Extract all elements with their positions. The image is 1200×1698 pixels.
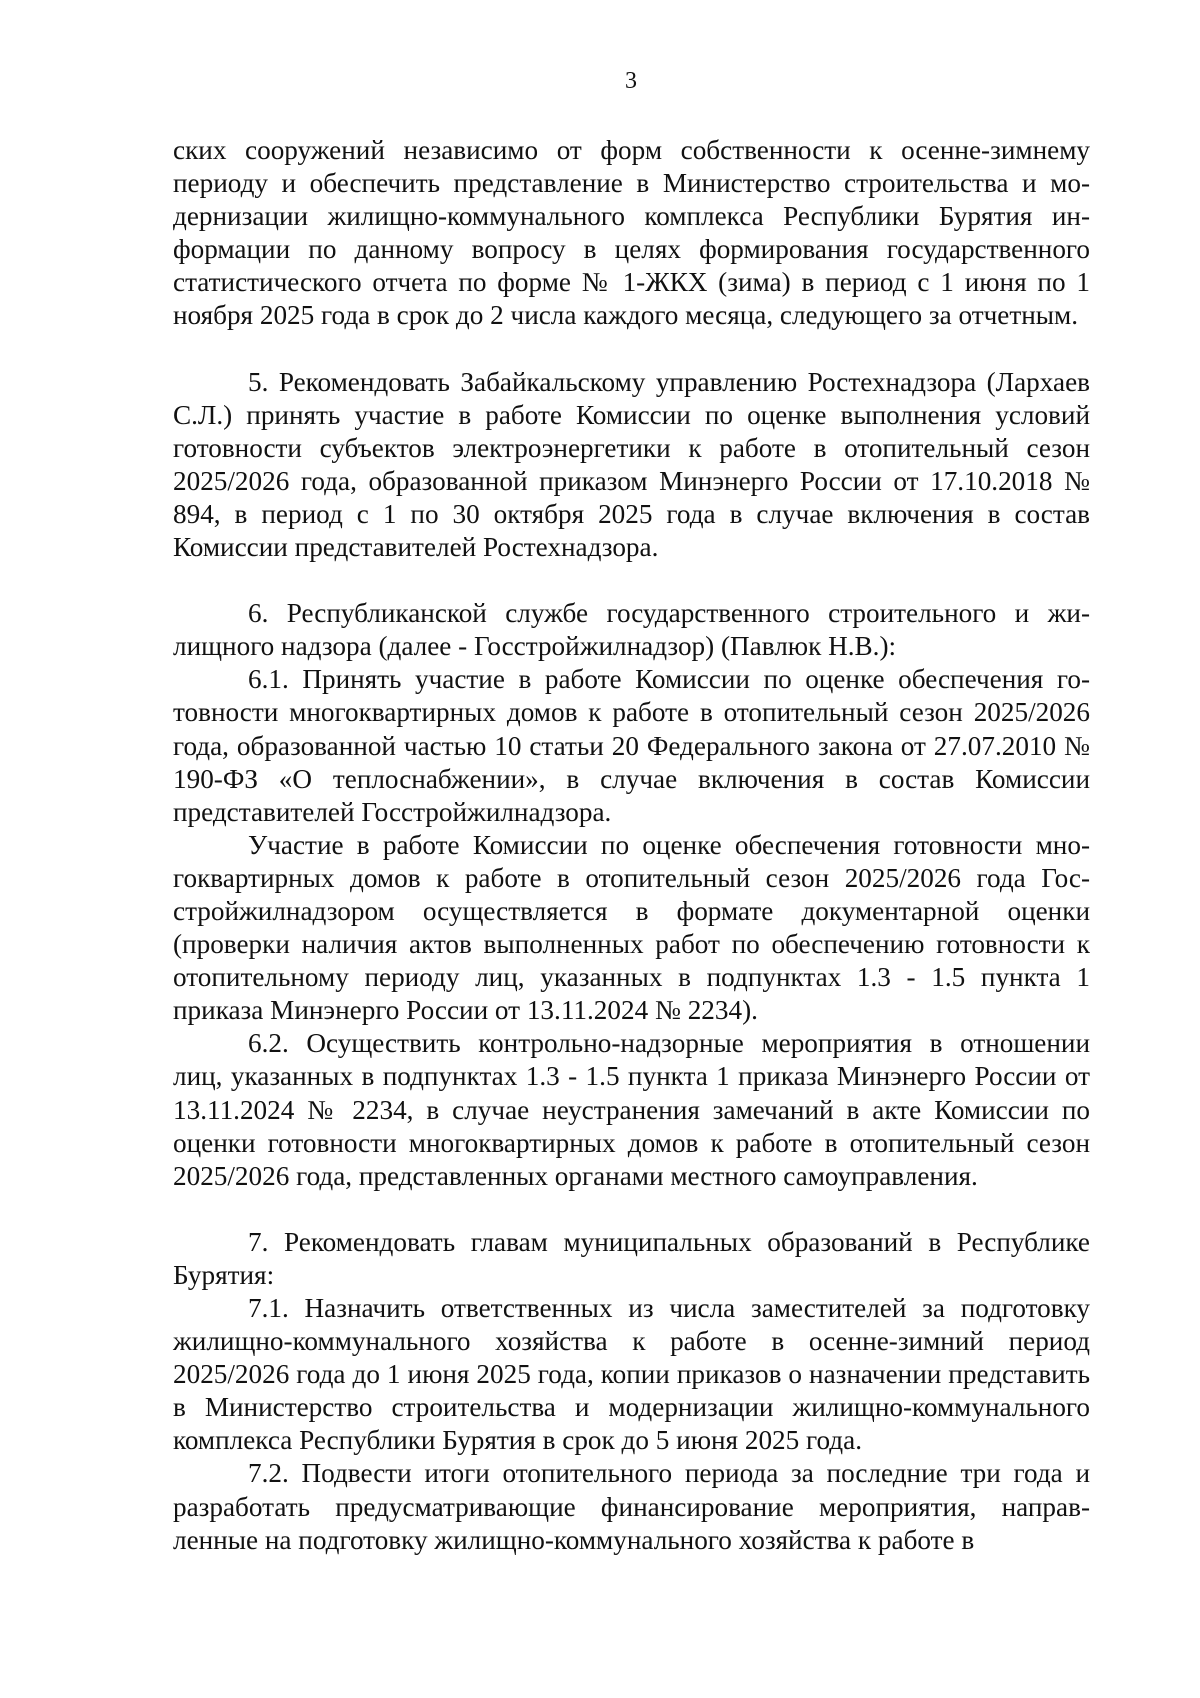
paragraph-item-5: 5. Рекомендовать Забайкальскому управлению Ростехнадзора (Лархаев С.Л.) принять участие в работе Комиссии по оценке выполнения условий готовности субъектов электроэнергетики к работе в отопительный сезон 2025/2026 года, образованной приказом Минэнерго России от 17.10.2018 № 894, в период с 1 по 30 октября 2025 года в случае включения в состав Комиссии представителей Ростехнадзора. — [173, 366, 1090, 563]
paragraph-item-6-2: 6.2. Осуществить контрольно-надзорные мероприятия в отношении лиц, указанных в подпунктах 1.3 - 1.5 пункта 1 приказа Минэнерго России от 13.11.2024 № 2234, в случае неустранения замечаний в акте Комиссии по оценки готовности многоквартирных домов к работе в отопительный сезон 2025/2026 года, представленных органами местного самоуправления. — [173, 1028, 1090, 1191]
document-body — [173, 134, 1090, 1557]
paragraph-item-7: 7. Рекомендовать главам муниципальных образований в Республике Бурятия: — [173, 1226, 1090, 1290]
paragraph-continuation: ских сооружений независимо от форм собственности к осенне-зимнему периоду и обеспечить представление в Министерство строительства и модернизации жилищно-коммунального комплекса Республики Бурятия информации по данному вопросу в целях формирования государственного статистического отчета по форме № 1-ЖКХ (зима) в период с 1 июня по 1 ноября 2025 года в срок до 2 числа каждого месяца, следующего за отчетным. — [173, 135, 1090, 331]
paragraph-item-7-2: 7.2. Подвести итоги отопительного периода за последние три года и разработать предусматривающие финансирование мероприятия, направленные на подготовку жилищно-коммунального хозяйства к работе в — [173, 1458, 1090, 1555]
page-number: 3 — [625, 68, 637, 94]
paragraph-item-7-1: 7.1. Назначить ответственных из числа заместителей за подготовку жилищно-коммунального хозяйства к работе в осенне-зимний период 2025/2026 года до 1 июня 2025 года, копии приказов о назначении представить в Министерство строительства и модернизации жилищно-коммунального комплекса Республики Бурятия в срок до 5 июня 2025 года. — [173, 1293, 1090, 1456]
paragraph-item-6: 6. Республиканской службе государственного строительного и жилищного надзора (далее - Госстройжилнадзор) (Павлюк Н.В.): — [173, 598, 1090, 662]
paragraph-item-6-1: 6.1. Принять участие в работе Комиссии по оценке обеспечения готовности многоквартирных домов к работе в отопительный сезон 2025/2026 года, образованной частью 10 статьи 20 Федерального закона от 27.07.2010 № 190-ФЗ «О теплоснабжении», в случае включения в состав Комиссии представителей Госстройжилнадзора. — [173, 664, 1090, 827]
paragraph-item-6-1-note: Участие в работе Комиссии по оценке обеспечения готовности многоквартирных домов к работе в отопительный сезон 2025/2026 года Госстройжилнадзором осуществляется в формате документарной оценки (проверки наличия актов выполненных работ по обеспечению готовности к отопительному периоду лиц, указанных в подпунктах 1.3 - 1.5 пункта 1 приказа Минэнерго России от 13.11.2024 № 2234). — [173, 829, 1090, 1026]
